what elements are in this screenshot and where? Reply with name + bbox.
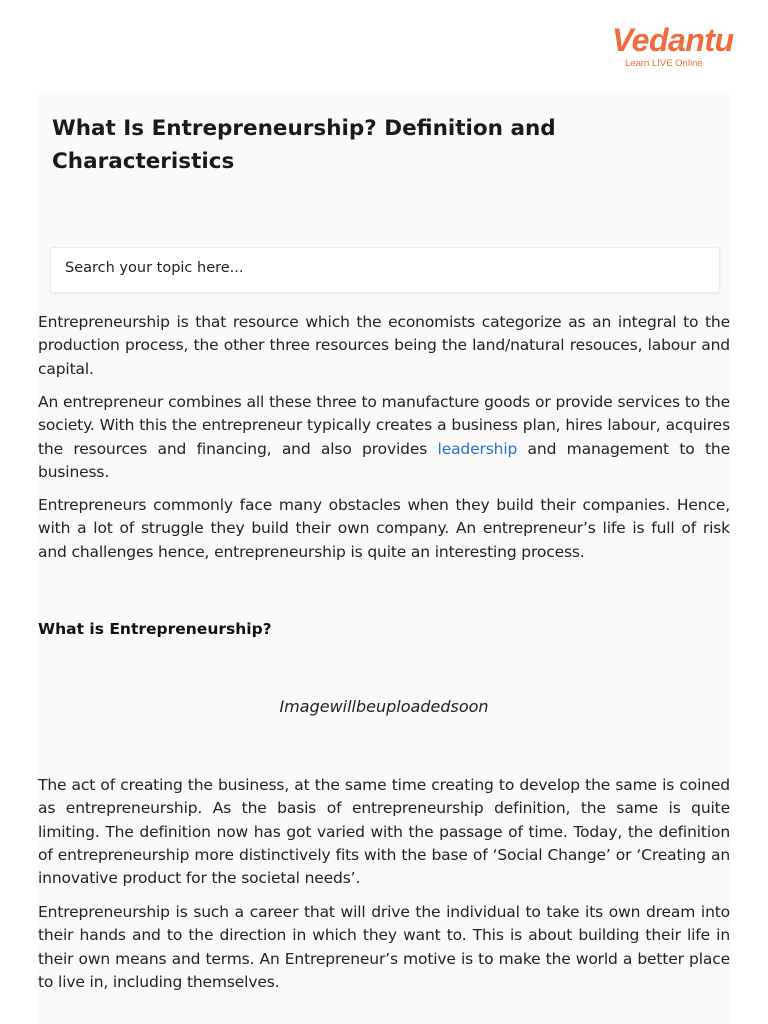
paragraph-career: Entrepreneurship is such a career that will drive the individual to take its own dream into their hands and to the direction in which they want to. This is about building their life in their own means and terms. An Entrepreneur’s motive is to make the world a better place to live in, including themselves. (38, 903, 730, 991)
paragraph-entrepreneur-role (38, 391, 730, 484)
paragraph-intro: Entrepreneurship is that resource which the economists categorize as an integral to the production process, the other three resources being the land/natural resouces, labour and capital. (38, 313, 730, 378)
vedantu-logo[interactable] (612, 22, 734, 74)
logo-tagline: Learn LIVE Online (625, 58, 703, 69)
page-title: What Is Entrepreneurship? Definition and Characteristics (52, 116, 556, 174)
section-heading: What is Entrepreneurship? (38, 620, 272, 638)
paragraph-text: and management to the business. (38, 439, 730, 481)
paragraph-definition: The act of creating the business, at the same time creating to develop the same is coined as entrepreneurship. As the basis of entrepreneurship definition, the same is quite limiting. The definition now has got varied with the passage of time. Today, the definition of entrepreneurship more distinctively fits with the base of ‘Social Change’ or ‘Creating an innovative product for the societal needs’. (38, 776, 730, 888)
search-input[interactable] (65, 260, 705, 276)
search-box[interactable] (50, 247, 720, 293)
paragraph-obstacles: Entrepreneurs commonly face many obstacles when they build their companies. Hence, with a lot of struggle they build their own company. An entrepreneur’s life is full of risk and challenges hence, entrepreneurship is quite an interesting process. (38, 496, 730, 561)
image-placeholder: Imagewillbeuploadedsoon (279, 697, 489, 716)
paragraph-text: An entrepreneur combines all these three to manufacture goods or provide services to the society. With this the entrepreneur typically creates a business plan, hires labour, acquires the resources and financing, and also provides (38, 393, 730, 458)
leadership-link[interactable]: leadership (437, 439, 518, 458)
logo-wordmark: Vedantu (612, 22, 734, 58)
